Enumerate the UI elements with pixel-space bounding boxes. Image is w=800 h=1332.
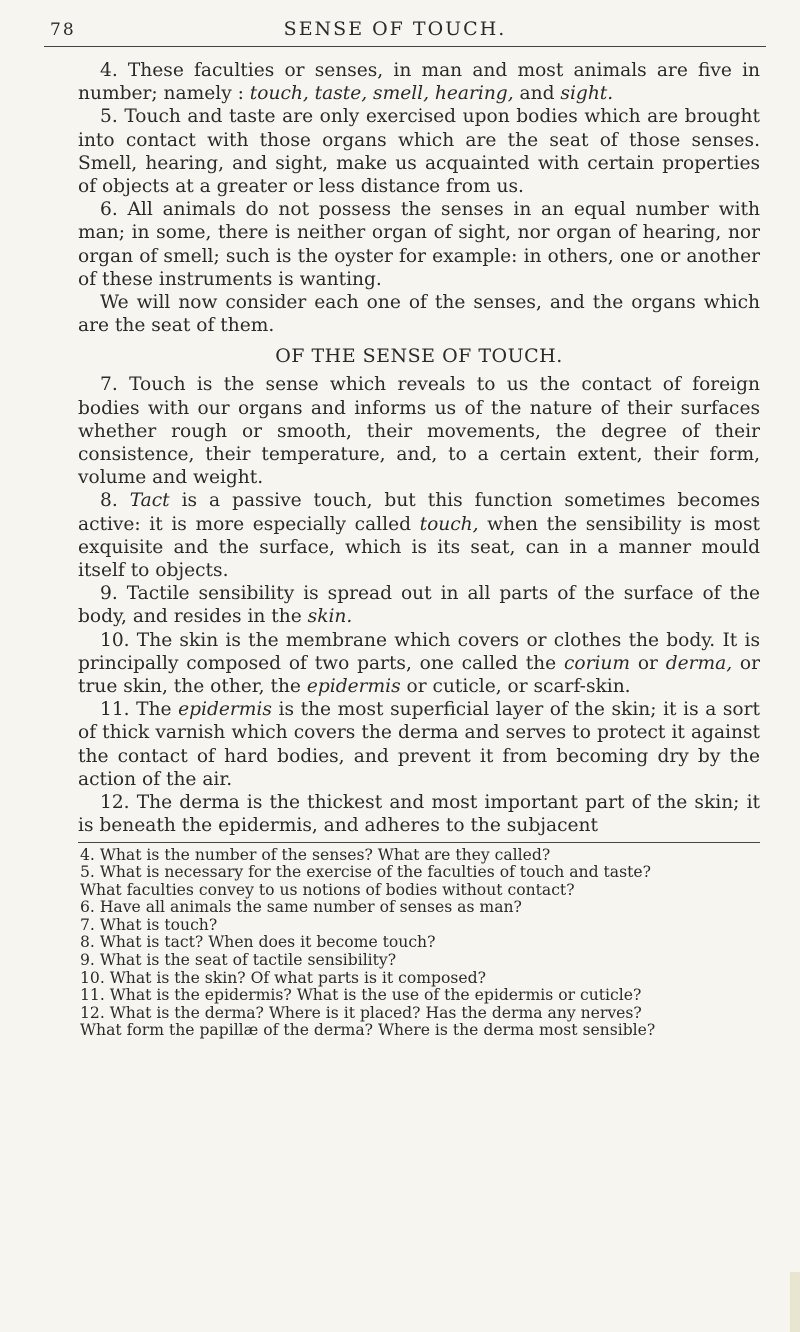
italic-run: derma,	[665, 652, 733, 674]
text-run: 9. Tactile sensibility is spread out in all parts of the surface of the body, and resides in the	[78, 583, 760, 628]
text-run: 10. The skin is the membrane which covers or clothes the body. It is principally composed of two parts, one called the	[78, 629, 760, 674]
text-run: and	[513, 83, 561, 105]
section-title: OF THE SENSE OF TOUCH.	[275, 345, 563, 368]
body-text	[78, 59, 760, 838]
italic-run: corium	[563, 652, 631, 674]
paragraph-11	[78, 698, 760, 791]
italic-run: epidermis	[306, 676, 401, 698]
question-line: 5. What is necessary for the exercise of the faculties of touch and taste?	[80, 864, 651, 882]
italic-run: skin.	[307, 606, 353, 628]
paragraph-12: 12. The derma is the thickest and most important part of the skin; it is beneath the epidermis, and adheres to the subjacent	[78, 792, 760, 837]
text-run: 8.	[100, 490, 130, 512]
paragraph-6b: We will now consider each one of the senses, and the organs which are the seat of them.	[78, 292, 760, 337]
question-line: 6. Have all animals the same number of senses as man?	[80, 899, 522, 917]
question-line: 9. What is the seat of tactile sensibility?	[80, 952, 397, 970]
question-line: 11. What is the epidermis? What is the use of the epidermis or cuticle?	[80, 987, 642, 1005]
paragraph-9	[78, 582, 760, 628]
running-title: SENSE OF TOUCH.	[283, 18, 507, 40]
text-run: or	[630, 652, 666, 674]
question-line: 10. What is the skin? Of what parts is it composed?	[80, 969, 486, 987]
paragraph-6: 6. All animals do not possess the senses in an equal number with man; in some, there is neither organ of sight, nor organ of hearing, nor organ of smell; such is the oyster for example: in others, one or another of these instruments is wanting.	[78, 199, 760, 290]
page-edge-mark	[790, 1272, 800, 1332]
question-line: 12. What is the derma? Where is it placed? Has the derma any nerves?	[80, 1004, 642, 1022]
text-run: or true skin, the other, the	[78, 652, 760, 698]
page-header	[50, 18, 760, 44]
review-questions	[78, 847, 760, 1041]
question-line: 7. What is touch?	[80, 916, 218, 934]
question-line: 8. What is tact? When does it become touch?	[80, 934, 436, 952]
paragraph-10	[78, 629, 760, 699]
header-rule	[44, 46, 766, 47]
question-line: What form the papillæ of the derma? Where is the derma most sensible?	[80, 1022, 656, 1040]
questions-rule	[78, 842, 760, 843]
text-run: or cuticle, or scarf-skin.	[400, 676, 631, 698]
paragraph-7: 7. Touch is the sense which reveals to us the contact of foreign bodies with our organs and informs us of the nature of their surfaces whether rough or smooth, their movements, the degree of their consistence, their temperature, and, to a certain extent, their form, volume and weight.	[78, 374, 760, 489]
text-run: 4. These faculties or senses, in man and most animals are five in number; namely :	[78, 60, 760, 105]
italic-run: sight.	[560, 83, 614, 105]
question-line: 4. What is the number of the senses? What are they called?	[80, 846, 551, 864]
text-run: 11. The	[100, 699, 179, 721]
italic-run: Tact	[129, 490, 170, 512]
text-run: is a passive touch, but this function sometimes becomes active: it is more especially called	[78, 490, 761, 535]
italic-run: epidermis	[178, 699, 272, 721]
italic-run: touch,	[419, 513, 479, 535]
question-line: What faculties convey to us notions of bodies without contact?	[80, 881, 575, 899]
page-number: 78	[50, 20, 76, 40]
text-run: when the sensibility is most exquisite and the surface, which is its seat, can in a manner mould itself to objects.	[78, 513, 760, 582]
paragraph-4	[78, 59, 760, 105]
text-run: is the most superficial layer of the skin; it is a sort of thick varnish which covers the derma and serves to protect it against the contact of hard bodies, and prevent it from becoming dry by the action of the air.	[78, 699, 760, 790]
paragraph-5: 5. Touch and taste are only exercised upon bodies which are brought into contact with those organs which are the seat of those senses. Smell, hearing, and sight, make us acquainted with certain properties of objects at a greater or less distance from us.	[78, 106, 760, 198]
paragraph-8	[78, 489, 760, 582]
italic-run: touch, taste, smell, hearing,	[249, 83, 514, 105]
